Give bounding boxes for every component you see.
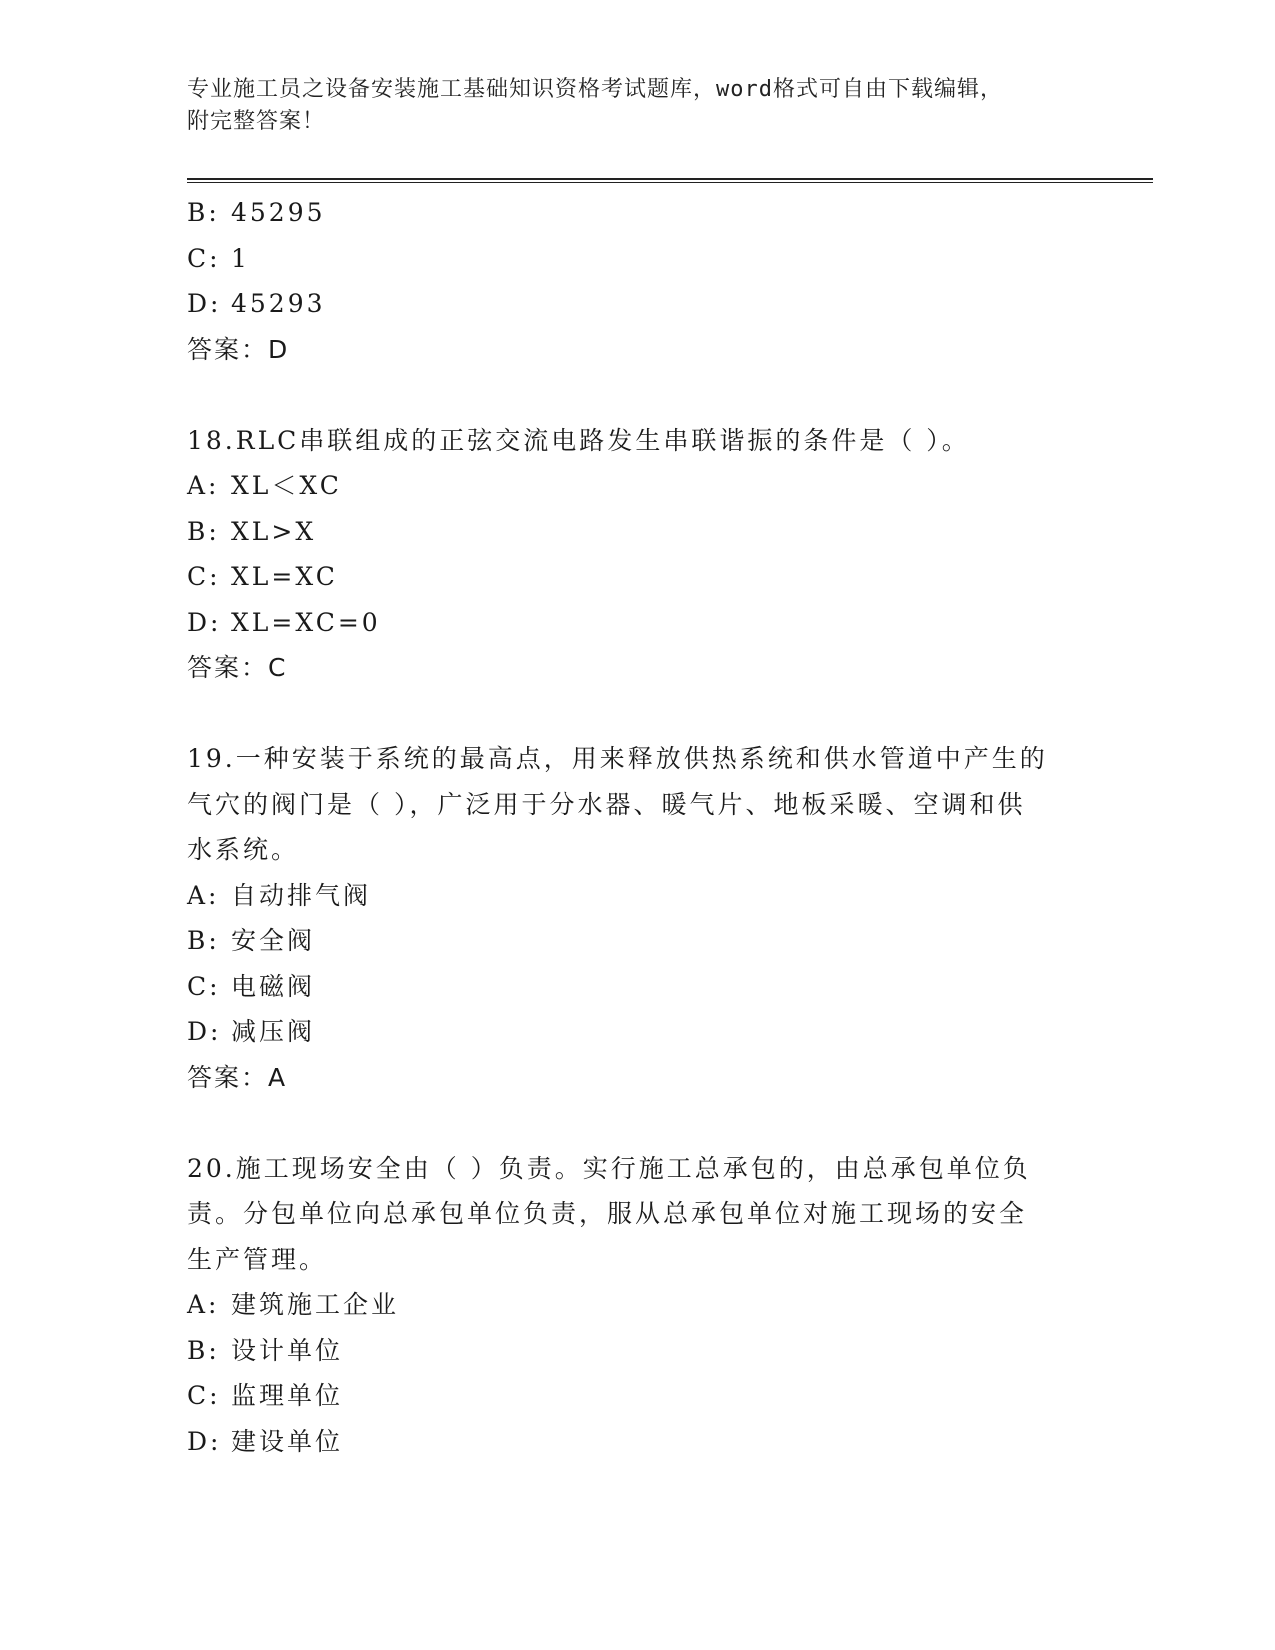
question-stem-line-3: 水系统。 xyxy=(187,835,300,864)
answer-label: 答案：C xyxy=(187,653,288,682)
option-c: C: 1 xyxy=(187,243,250,273)
option-a: A: XL＜XC xyxy=(187,471,342,500)
option-b: B: XL>X xyxy=(187,516,317,546)
option-c: C: 监理单位 xyxy=(187,1381,344,1410)
question-list xyxy=(187,190,1087,1464)
option-d: D: 45293 xyxy=(187,289,326,318)
option-b: B: 45295 xyxy=(187,198,326,227)
question-stem: 18.RLC串联组成的正弦交流电路发生串联谐振的条件是（ ）。 xyxy=(187,425,970,455)
header-divider xyxy=(187,178,1153,183)
question-stem-line-3: 生产管理。 xyxy=(187,1244,328,1274)
option-c: C: 电磁阀 xyxy=(187,971,316,1001)
question-19 xyxy=(187,736,1087,1100)
option-d: D: XL=XC=0 xyxy=(187,607,381,637)
option-a: A: 自动排气阀 xyxy=(187,880,372,910)
option-d: D: 建设单位 xyxy=(187,1426,344,1456)
option-d: D: 减压阀 xyxy=(187,1017,316,1046)
header-line-2: 附完整答案！ xyxy=(187,109,326,134)
question-stem-line-1: 19.一种安装于系统的最高点，用来释放供热系统和供水管道中产生的 xyxy=(187,744,1048,773)
question-stem-line-1: 20.施工现场安全由（ ）负责。实行施工总承包的，由总承包单位负 xyxy=(187,1153,1031,1183)
option-a: A: 建筑施工企业 xyxy=(187,1290,400,1319)
question-stem-line-2: 气穴的阀门是（ ），广泛用于分水器、暖气片、地板采暖、空调和供 xyxy=(187,789,1026,819)
header-line-1: 专业施工员之设备安装施工基础知识资格考试题库，word格式可自由下载编辑， xyxy=(187,77,1003,102)
question-20 xyxy=(187,1146,1087,1465)
page-header xyxy=(187,74,1067,138)
question-17-tail xyxy=(187,190,1087,372)
question-stem-line-2: 责。分包单位向总承包单位负责，服从总承包单位对施工现场的安全 xyxy=(187,1199,1028,1228)
answer-label: 答案：D xyxy=(187,334,290,364)
option-b: B: 设计单位 xyxy=(187,1335,344,1365)
question-18 xyxy=(187,418,1087,691)
answer-label: 答案：A xyxy=(187,1062,288,1092)
option-c: C: XL=XC xyxy=(187,562,338,591)
option-b: B: 安全阀 xyxy=(187,926,316,955)
